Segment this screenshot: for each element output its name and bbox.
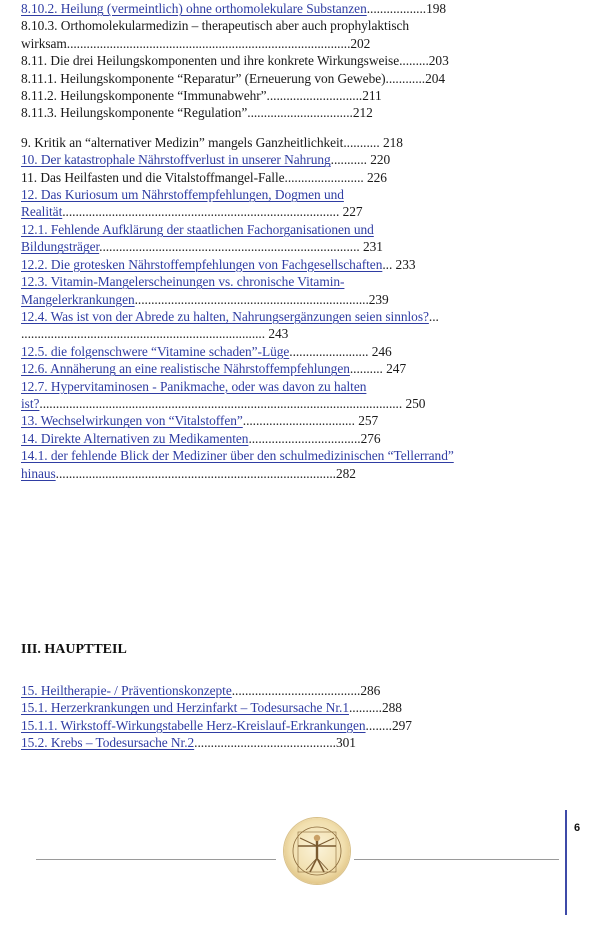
toc-entry-title: 9. Kritik an “alternativer Medizin” mangels Ganzheitlichkeit — [21, 134, 344, 150]
toc-entry-title: 8.11. Die drei Heilungskomponenten und ihre konkrete Wirkungsweise — [21, 53, 400, 69]
toc-entry-title: 15.2. Krebs – Todesursache Nr.2 — [21, 735, 195, 751]
toc-entry-title: 8.11.3. Heilungskomponente “Regulation” — [21, 105, 248, 121]
toc-entry-title: 12.3. Vitamin-Mangelerscheinungen vs. chronische Vitamin- — [21, 274, 345, 290]
toc-entry[interactable] — [21, 447, 561, 464]
toc-page-number: 250 — [405, 395, 426, 411]
toc-page-number: 202 — [350, 35, 371, 51]
toc-entry-title: Mangelerkrankungen — [21, 291, 135, 307]
toc-page-number: 246 — [371, 343, 392, 359]
toc-entry-title: 14. Direkte Alternativen zu Medikamenten — [21, 430, 249, 446]
toc-page-number: 203 — [428, 53, 449, 69]
toc-page-number: 220 — [370, 152, 391, 168]
toc-leader-dots: .......... — [348, 700, 382, 716]
toc-entry-title: 12.1. Fehlende Aufklärung der staatlichen Fachorganisationen und — [21, 221, 374, 237]
toc-leader-dots: ........................................... — [194, 735, 336, 751]
toc-page-number: 297 — [391, 717, 412, 733]
toc-entry-title: 11. Das Heilfasten und die Vitalstoffmangel-Falle — [21, 169, 285, 185]
toc-entry-title: 12.4. Was ist von der Abrede zu halten, Nahrungsergänzungen seien sinnlos? — [21, 308, 429, 324]
toc-leader-dots: .......................................................................... — [21, 326, 269, 342]
section-heading: III. HAUPTTEIL — [21, 642, 127, 657]
toc-leader-dots: ....................................... — [231, 683, 361, 698]
toc-entry[interactable] — [21, 360, 561, 377]
toc-entry — [21, 169, 561, 186]
toc-entry — [21, 104, 561, 121]
toc-page-number: 301 — [335, 735, 356, 751]
toc-entry-title: 14.1. der fehlende Blick der Mediziner über den schulmedizinischen “Tellerrand” — [21, 448, 454, 464]
toc-entry-title: 12.5. die folgenschwere “Vitamine schaden”-Lüge — [21, 343, 290, 359]
toc-page-number: 231 — [362, 239, 383, 255]
toc-entry — [21, 325, 561, 342]
toc-leader-dots: ........... — [343, 134, 383, 150]
toc-entry-title: 8.11.2. Heilungskomponente “Immunabwehr” — [21, 88, 267, 104]
toc-leader-dots: ... — [428, 308, 439, 324]
toc-entry[interactable] — [21, 221, 561, 238]
toc-entry-title: 8.10.2. Heilung (vermeintlich) ohne orthomolekulare Substanzen — [21, 1, 367, 16]
toc-leader-dots: .............................................................................................................. — [39, 395, 406, 411]
toc-leader-dots: ............................................................................... — [99, 239, 363, 255]
toc-leader-dots: ....................................................................... — [134, 291, 369, 307]
toc-entry[interactable] — [21, 0, 561, 17]
toc-entry-title: 15. Heiltherapie- / Präventionskonzepte — [21, 683, 232, 698]
toc-leader-dots: ................................ — [247, 105, 353, 121]
toc-leader-dots: ........... — [330, 152, 371, 168]
toc-entry-title: ist? — [21, 395, 40, 411]
toc-entry-title: hinaus — [21, 465, 56, 481]
toc-entry[interactable] — [21, 273, 561, 290]
toc-entry-title: 15.1. Herzerkrankungen und Herzinfarkt – Todesursache Nr.1 — [21, 700, 349, 716]
toc-leader-dots: .......... — [349, 361, 387, 377]
toc-entry[interactable] — [21, 682, 561, 699]
toc-entry-title: 12.2. Die grotesken Nährstoffempfehlungen von Fachgesellschaften — [21, 256, 383, 272]
page-margin-bar — [565, 810, 567, 915]
toc-entry-title: wirksam — [21, 35, 67, 51]
page-number: 6 — [574, 822, 581, 834]
toc-entry-title: 8.10.3. Orthomolekularmedizin – therapeutisch aber auch prophylaktisch — [21, 18, 410, 34]
toc-page-number: 239 — [368, 291, 389, 307]
toc-page-number: 247 — [386, 361, 407, 377]
toc-entry[interactable] — [21, 203, 561, 220]
toc-page-number: 204 — [425, 70, 446, 86]
toc-leader-dots: ................. — [366, 1, 423, 16]
toc-entry[interactable] — [21, 256, 561, 273]
toc-page-number: 286 — [360, 683, 381, 698]
toc-entry-title: Realität — [21, 204, 63, 220]
toc-page-number: 288 — [381, 700, 402, 716]
toc-page-number: 211 — [362, 88, 382, 104]
footer-rule-left — [36, 859, 276, 860]
toc-entry-title: 10. Der katastrophale Nährstoffverlust in unserer Nahrung — [21, 152, 331, 168]
toc-entry[interactable] — [21, 430, 561, 447]
toc-entry[interactable] — [21, 465, 561, 482]
toc-entry — [21, 17, 561, 34]
footer-rule-right — [354, 859, 559, 860]
toc-entry[interactable] — [21, 717, 561, 734]
toc-leader-dots: ........................ — [284, 169, 367, 185]
toc-entry-title: 12.7. Hypervitaminosen - Panikmache, oder was davon zu halten — [21, 378, 367, 394]
toc-page-number: 243 — [268, 326, 289, 342]
toc-entry-title: 13. Wechselwirkungen von “Vitalstoffen” — [21, 413, 243, 429]
toc-entry-title: 8.11.1. Heilungskomponente “Reparatur” (Erneuerung von Gewebe) — [21, 70, 386, 86]
toc-leader-dots: ... — [382, 256, 396, 272]
toc-entry — [21, 70, 561, 87]
toc-entry[interactable] — [21, 412, 561, 429]
toc-leader-dots: ........................ — [289, 343, 372, 359]
toc-leader-dots: ............................. — [266, 88, 363, 104]
toc-page-number: 226 — [366, 169, 387, 185]
toc-entry — [21, 35, 561, 52]
toc-entry — [21, 87, 561, 104]
toc-entry[interactable] — [21, 308, 561, 325]
toc-leader-dots: .................................................................................... — [62, 204, 343, 220]
toc-entry[interactable] — [21, 734, 561, 751]
toc-leader-dots: ........ — [365, 717, 392, 733]
toc-entry[interactable] — [21, 378, 561, 395]
toc-leader-dots: ......... — [399, 53, 429, 69]
toc-leader-dots: .................................. — [242, 413, 359, 429]
toc-page-number: .198 — [422, 1, 447, 16]
toc-page-number: 276 — [360, 430, 381, 446]
toc-leader-dots: .................................. — [248, 430, 361, 446]
toc-entry[interactable] — [21, 238, 561, 255]
toc-entry-title: 12. Das Kuriosum um Nährstoffempfehlungen, Dogmen und — [21, 187, 344, 203]
toc-page-number: 227 — [342, 204, 363, 220]
toc-leader-dots: ..................................................................................... — [55, 465, 336, 481]
toc-entry[interactable] — [21, 291, 561, 308]
table-of-contents-part-3 — [21, 682, 561, 752]
toc-entry[interactable] — [21, 186, 561, 203]
table-of-contents — [21, 0, 561, 482]
toc-entry-title: 12.6. Annäherung an eine realistische Nährstoffempfehlungen — [21, 361, 350, 377]
vitruvian-man-icon — [284, 818, 350, 884]
toc-entry[interactable] — [21, 151, 561, 168]
toc-page-number: 257 — [358, 413, 379, 429]
toc-entry[interactable] — [21, 395, 561, 412]
toc-entry — [21, 52, 561, 69]
toc-entry[interactable] — [21, 343, 561, 360]
toc-page-number: 282 — [335, 465, 356, 481]
toc-page-number: 218 — [382, 134, 403, 150]
toc-leader-dots: ............ — [385, 70, 426, 86]
toc-leader-dots: ...................................................................................... — [66, 35, 351, 51]
toc-entry[interactable] — [21, 699, 561, 716]
toc-entry-title: Bildungsträger — [21, 239, 100, 255]
toc-page-number: 212 — [352, 105, 373, 121]
toc-page-number: 233 — [395, 256, 416, 272]
toc-entry-title: 15.1.1. Wirkstoff-Wirkungstabelle Herz-Kreislauf-Erkrankungen — [21, 717, 366, 733]
toc-entry — [21, 134, 561, 151]
